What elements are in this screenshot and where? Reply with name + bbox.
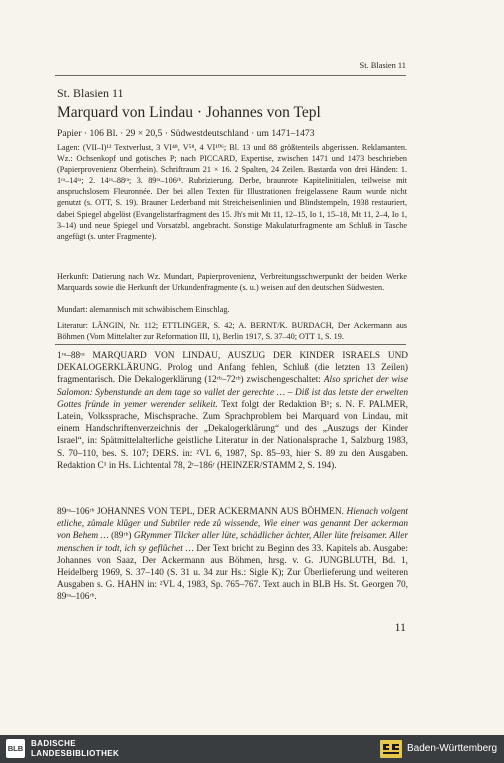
page-number: 11 bbox=[394, 620, 406, 634]
lions-crest-icon bbox=[380, 740, 402, 758]
library-name-line2: LANDESBIBLIOTHEK bbox=[31, 749, 120, 758]
content-entry-tepl bbox=[57, 506, 408, 604]
state-label: Baden-Württemberg bbox=[407, 743, 498, 754]
entry-notes: Der Text bricht zu Beginn des 33. Kapitels ab. Ausgabe: Johannes von Saaz, Der Ackermann aus Böhmen, hrsg. v. G. JUNGBLUTH, Bd. 1, Heidelberg 1969, S. 37–140 (S. 31 u. 34 zur Hs.: Sigle K); Zur Überlieferung und weiteren Ausgaben s. G. HAHN in: ²VL 4, 1983, Sp. 765–767. Text auch in BLB Hs. St. Georgen 70, 89ʳᵃ–106ʳᵇ. bbox=[57, 543, 408, 603]
entry-folio: (89ʳᵇ) bbox=[111, 531, 132, 542]
running-head: St. Blasien 11 bbox=[359, 61, 406, 70]
content-entry-marquard bbox=[57, 350, 408, 472]
footer-bar bbox=[0, 735, 504, 763]
entry-heading: 89ʳᵃ–106ʳᵇ JOHANNES VON TEPL, DER ACKERMANN AUS BÖHMEN. bbox=[57, 507, 344, 517]
manuscript-title: Marquard von Lindau · Johannes von Tepl bbox=[57, 104, 321, 121]
dialect-paragraph: Mundart: alemannisch mit schwäbischem Einschlag. bbox=[57, 305, 230, 314]
header-rule bbox=[55, 75, 406, 76]
library-name-line1: BADISCHE bbox=[31, 739, 76, 748]
entry-incipit: Hienach volgent etliche, zůmale klůger und Subtiler rede zů wissende, Wie einer was genannt Der ackerman von Behem … bbox=[57, 507, 408, 542]
entry-quote: GRymmer Tilcker aller lüte, schädlicher ächter, Aller lüte freisamer. Aller menschen ir todt, ich sy geflůchet … bbox=[57, 531, 408, 554]
section-rule bbox=[55, 344, 406, 345]
entry-notes: Text folgt der Redaktion B¹; s. N. F. PALMER, Latein, Volkssprache, Mischsprache. Zum Sprachproblem bei Marquard von Lindau, mit einem Handschriftenverzeichnis der „Dekalogerklärung“ und des „Auszugs der Kinder Israel“, in: Spätmittelalterliche geistliche Literatur in der Nationalsprache 1, Salzburg 1983, S. 70–110, bes. S. 107; DERS. in: ²VL 6, 1987, Sp. 85–93, hier S. 89 zu den Ausgaben. Redaktion C¹ in Hs. Lichtental 78, 2ʳ–186ʳ (HEINZER/STAMM 2, S. 194). bbox=[57, 399, 409, 471]
physical-description: Papier · 106 Bl. · 29 × 20,5 · Südwestdeutschland · um 1471–1473 bbox=[57, 128, 315, 139]
entry-quote: Also sprichet der wise Salomon: Sybenstunde an dem tage so vallet der gerechte … – Diß ist das letste der erwelten Gottes fründe in yemer werender selikeit. bbox=[57, 375, 409, 410]
entry-heading: 1ʳᵃ–88ʳᵃ MARQUARD VON LINDAU, AUSZUG DER KINDER ISRAELS UND DEKALOGERKLÄRUNG. Prolog und Anfang fehlen, Schluß (die letzten 13 Zeilen) fragmentarisch. Die Dekalogerklärung (12ʳᵇ–72ʳᵇ) zwischengeschaltet: bbox=[57, 351, 408, 386]
blb-logo[interactable]: BLB bbox=[6, 739, 25, 758]
library-name[interactable] bbox=[31, 739, 119, 759]
codicology-paragraph: Lagen: (VII–I)¹² Textverlust, 3 VI⁴⁸, V⁵⁸, 4 VI¹⁰⁶; Bl. 13 und 88 größtenteils abgerissen. Reklamanten. Wz.: Ochsenkopf und gotisches P; nach PICCARD, Expertise, zwischen 1471 und 1473 beschrieben (Papierprovenienz Oberrhein). Schriftraum 21 × 16. 2 Spalten, 24 Zeilen. Bastarda von drei Händen: 1. 1ʳᵃ–14ʳᵃ; 2. 14ʳᵃ–88ʳᵃ; 3. 89ʳᵃ–106ʳᵇ. Rubrizierung. Derbe, braunrote Kapitelinitialen, teilweise mit anspruchslosem Fleuronnée. Der bei allen Texten für Illustrationen freigelassene Raum wurde nicht genutzt (s. OTT, S. 19). Brauner Lederband mit Streicheisenlinien und Blindstempeln, 1938 restauriert, dabei Spiegel abgelöst (Evangelistarfragment des 15. Jh's mit Mt 11, 12–15, Io 1, 15–18, Mt 11, 2–4, Io 1, 3–14) und neue Spiegel und Vorsatzbl. angebracht. Sonstige Makulaturfragmente am Schluß in Tasche angefügt (s. unter Fragmente). bbox=[57, 143, 407, 241]
shelfmark: St. Blasien 11 bbox=[57, 86, 124, 100]
provenance-paragraph: Herkunft: Datierung nach Wz. Mundart, Papierprovenienz, Verbreitungsschwerpunkt der beiden Werke Marquards sowie die Herkunft der Urkundenfragmente (s. u.) weisen auf den deutschen Südwesten. bbox=[57, 272, 407, 293]
literature-paragraph: Literatur: LÄNGIN, Nr. 112; ETTLINGER, S. 42; A. BERNT/K. BURDACH, Der Ackermann aus Böhmen (Vom Mittelalter zur Reformation III, 1), Berlin 1917, S. 37–40; OTT 1, S. 19. bbox=[57, 321, 407, 342]
